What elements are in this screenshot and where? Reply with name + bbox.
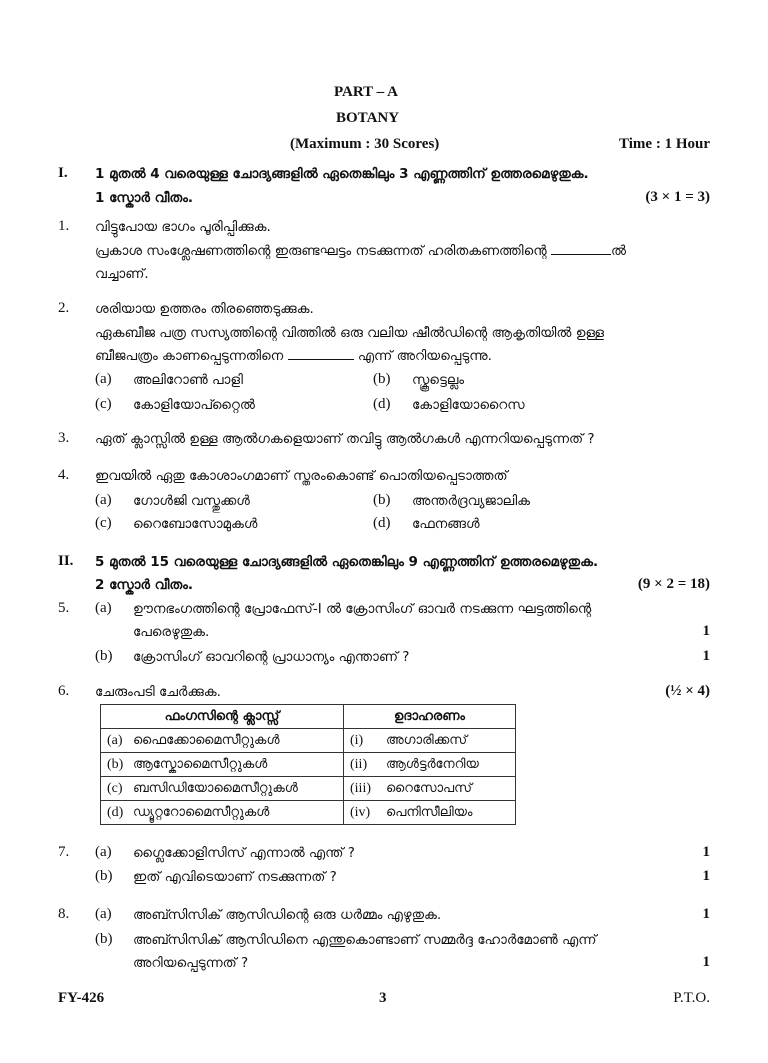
question-8b-mark: 1 — [702, 954, 710, 970]
question-2-line1: ഏകബീജ പത്ര സസ്യത്തിന്റെ വിത്തിൽ ഒരു വലിയ ഷീൽഡിന്റെ ആകൃതിയിൽ ഉള്ള — [95, 325, 605, 341]
question-5b-label: (b) — [95, 648, 113, 664]
option-b-text: അന്തർദ്രവ്യജാലിക — [412, 493, 531, 509]
row-label: (c) — [107, 780, 123, 796]
question-5b-text: ക്രോസിംഗ് ഓവറിന്റെ പ്രാധാന്യം എന്താണ് ? — [133, 649, 410, 665]
question-1-title: വിട്ടുപോയ ഭാഗം പൂരിപ്പിക്കുക. — [95, 219, 271, 235]
option-a-text: ഗോൾജി വസ്തുക്കൾ — [133, 493, 250, 509]
question-8b-line1: അബ്സിസിക് ആസിഡിനെ എന്തുകൊണ്ടാണ് സമ്മർദ്ദ ഹോർമോൺ എന്ന് — [133, 932, 597, 948]
question-7-number: 7. — [58, 844, 70, 860]
option-a-text: അലിറോൺ പാളി — [133, 372, 243, 388]
question-7a-label: (a) — [95, 844, 112, 860]
match-table — [100, 704, 516, 825]
row-numeral: (iii) — [350, 780, 371, 796]
fungus-class: ബസിഡിയോമൈസീറ്റുകൾ — [133, 780, 298, 796]
column-header-example: ഉദാഹരണം — [344, 705, 516, 729]
left-cell — [101, 729, 344, 753]
time-allowed: Time : 1 Hour — [619, 136, 710, 152]
example-name: പെനിസീലിയം — [386, 804, 473, 820]
section-1-marks: (3 × 1 = 3) — [645, 189, 710, 205]
answer-blank — [551, 254, 611, 255]
question-5b-mark: 1 — [702, 648, 710, 664]
option-c-label: (c) — [95, 515, 112, 531]
question-2-text-post: എന്ന് അറിയപ്പെടുന്നു. — [357, 348, 492, 364]
question-8b-label: (b) — [95, 931, 113, 947]
question-2-line2 — [95, 348, 492, 364]
section-1-score-note: 1 സ്കോർ വീതം. — [95, 190, 194, 206]
row-numeral: (ii) — [350, 756, 368, 772]
question-8b-line2: അറിയപ്പെടുന്നത് ? — [133, 955, 249, 971]
column-header-class: ഫംഗസിന്റെ ക്ലാസ്സ് — [101, 705, 344, 729]
option-b-text: സ്കൂട്ടെല്ലം — [412, 372, 465, 388]
question-7a-text: ഗ്ലൈക്കോളിസിസ് എന്നാൽ എന്ത് ? — [133, 845, 355, 861]
question-7b-mark: 1 — [702, 868, 710, 884]
question-5a-label: (a) — [95, 600, 112, 616]
right-cell — [344, 729, 516, 753]
example-name: റൈസോപസ് — [386, 780, 473, 796]
part-heading: PART – A — [334, 84, 398, 100]
row-label: (b) — [107, 756, 124, 772]
question-6-title: ചേരുംപടി ചേർക്കുക. — [95, 684, 221, 700]
question-8-number: 8. — [58, 906, 70, 922]
section-2-instruction: 5 മുതൽ 15 വരെയുള്ള ചോദ്യങ്ങളിൽ ഏതെങ്കിലും 9 എണ്ണത്തിന് ഉത്തരമെഴുതുക. — [95, 554, 599, 570]
row-numeral: (i) — [350, 732, 364, 748]
question-8a-mark: 1 — [702, 906, 710, 922]
table-row — [101, 801, 516, 825]
question-7b-label: (b) — [95, 868, 113, 884]
section-2-marks: (9 × 2 = 18) — [637, 576, 710, 592]
question-3-text: ഏത് ക്ലാസ്സിൽ ഉള്ള ആൽഗകളെയാണ് തവിട്ടു ആൽഗകൾ എന്നറിയപ്പെടുന്നത് ? — [95, 431, 595, 447]
option-c-text: റൈബോസോമുകൾ — [133, 516, 258, 532]
row-numeral: (iv) — [350, 804, 371, 820]
fungus-class: ഫൈക്കോമൈസീറ്റുകൾ — [133, 732, 280, 748]
question-8a-text: അബ്സിസിക് ആസിഡിന്റെ ഒരു ധർമ്മം എഴുതുക. — [133, 907, 442, 923]
question-7b-text: ഇത് എവിടെയാണ് നടക്കുന്നത് ? — [133, 869, 337, 885]
question-1-line1 — [95, 243, 626, 259]
row-label: (d) — [107, 804, 124, 820]
question-7a-mark: 1 — [702, 844, 710, 860]
fungus-class: ഡ്യൂറ്ററോമൈസീറ്റുകൾ — [133, 804, 270, 820]
question-5a-line1: ഊനഭംഗത്തിന്റെ പ്രോഫേസ്-I ൽ ക്രോസിംഗ് ഓവർ നടക്കുന്ന ഘട്ടത്തിന്റെ — [133, 601, 592, 617]
question-5a-mark: 1 — [702, 623, 710, 639]
please-turn-over: P.T.O. — [673, 990, 710, 1006]
question-5-number: 5. — [58, 600, 70, 616]
option-d-text: കോളിയോറൈസ — [412, 397, 525, 413]
option-b-label: (b) — [373, 371, 391, 387]
answer-blank — [288, 359, 354, 360]
option-c-label: (c) — [95, 396, 112, 412]
question-2-number: 2. — [58, 300, 70, 316]
left-cell — [101, 801, 344, 825]
option-c-text: കോളിയോപ്റ്റൈൽ — [133, 397, 255, 413]
right-cell — [344, 801, 516, 825]
fungus-class: ആസ്കോമൈസീറ്റുകൾ — [133, 756, 268, 772]
question-5a-line2: പേരെഴുതുക. — [133, 624, 210, 640]
section-2-number: II. — [58, 553, 74, 569]
section-1-instruction: 1 മുതൽ 4 വരെയുള്ള ചോദ്യങ്ങളിൽ ഏതെങ്കിലും 3 എണ്ണത്തിന് ഉത്തരമെഴുതുക. — [95, 166, 589, 182]
page-number: 3 — [379, 990, 387, 1006]
question-2-text-pre: ബീജപത്രം കാണപ്പെടുന്നതിനെ — [95, 348, 284, 364]
match-table-header — [101, 705, 516, 729]
question-1-number: 1. — [58, 218, 70, 234]
question-6-marks: (½ × 4) — [665, 683, 710, 699]
question-4-number: 4. — [58, 467, 70, 483]
question-4-text: ഇവയിൽ ഏതു കോശാംഗമാണ് സ്തരംകൊണ്ട് പൊതിയപ്പെടാത്തത് — [95, 468, 508, 484]
subject-heading: BOTANY — [336, 110, 400, 126]
question-3-number: 3. — [58, 430, 70, 446]
question-1-text: പ്രകാശ സംശ്ലേഷണത്തിന്റെ ഇരുണ്ടഘട്ടം നടക്കുന്നത് ഹരിതകണത്തിന്റെ — [95, 243, 547, 259]
left-cell — [101, 753, 344, 777]
section-1-number: I. — [58, 165, 68, 181]
row-label: (a) — [107, 732, 123, 748]
table-row — [101, 753, 516, 777]
option-d-text: ഫേനങ്ങൾ — [412, 516, 480, 532]
option-a-label: (a) — [95, 492, 112, 508]
right-cell — [344, 777, 516, 801]
section-2-score-note: 2 സ്കോർ വീതം. — [95, 577, 194, 593]
option-a-label: (a) — [95, 371, 112, 387]
paper-code: FY-426 — [58, 990, 105, 1006]
option-b-label: (b) — [373, 492, 391, 508]
table-row — [101, 777, 516, 801]
question-6-number: 6. — [58, 683, 70, 699]
option-d-label: (d) — [373, 515, 391, 531]
example-name: ആൾട്ടർനേറിയ — [386, 756, 479, 772]
right-cell — [344, 753, 516, 777]
left-cell — [101, 777, 344, 801]
question-2-title: ശരിയായ ഉത്തരം തിരഞ്ഞെടുക്കുക. — [95, 301, 314, 317]
example-name: അഗാരിക്കസ് — [386, 732, 468, 748]
maximum-scores: (Maximum : 30 Scores) — [290, 136, 440, 152]
table-row — [101, 729, 516, 753]
question-8a-label: (a) — [95, 906, 112, 922]
question-1-suffix: ൽ — [610, 243, 627, 259]
question-1-line2: വച്ചാണ്. — [95, 266, 149, 282]
option-d-label: (d) — [373, 396, 391, 412]
